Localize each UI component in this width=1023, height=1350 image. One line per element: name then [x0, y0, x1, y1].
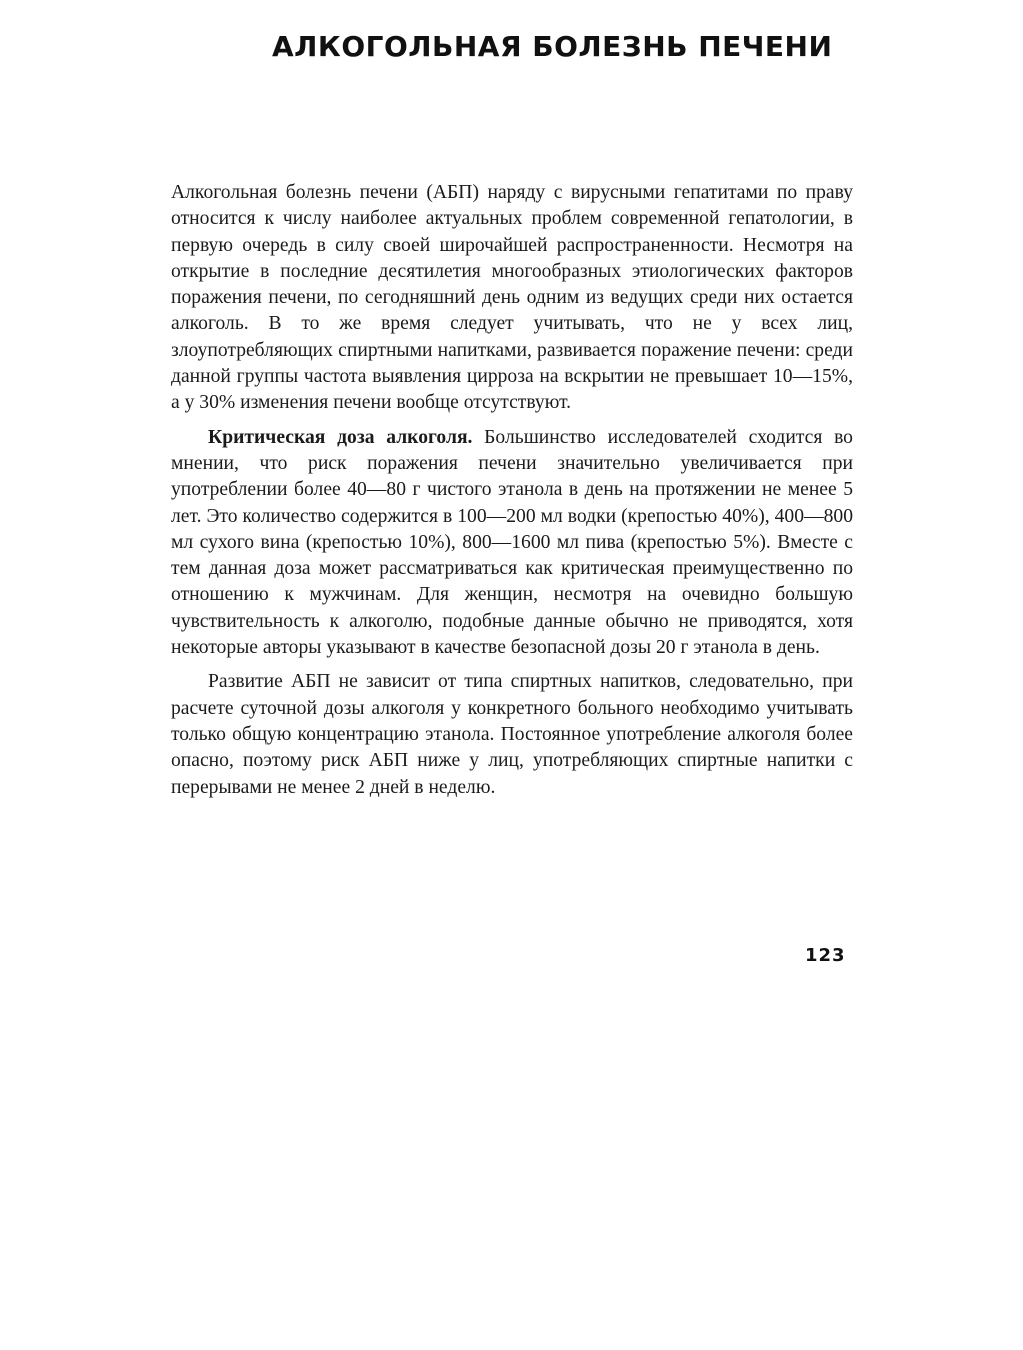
paragraph-critical-dose — [171, 425, 853, 662]
paragraph-beverage-type: Развитие АБП не зависит от типа спиртных напитков, следовательно, при расчете суточной дозы алкоголя у конкретного больного необходимо учитывать только общую концентрацию этанола. Постоянное употребление алкоголя более опасно, поэтому риск АБП ниже у лиц, употребляющих спиртные напитки с перерывами не менее 2 дней в неделю. — [171, 671, 853, 798]
page-number: 123 — [805, 945, 846, 966]
chapter-title: АЛКОГОЛЬНАЯ БОЛЕЗНЬ ПЕЧЕНИ — [272, 30, 833, 63]
body-text — [171, 180, 853, 809]
paragraph-critical-dose-text: Большинство исследователей сходится во мнении, что риск поражения печени значительно увеличивается при употреблении более 40—80 г чистого этанола в день на протяжении не менее 5 лет. Это количество содержится в 100—200 мл водки (крепостью 40%), 400—800 мл сухого вина (крепостью 10%), 800—1600 мл пива (крепостью 5%). Вместе с тем данная доза может рассматриваться как критическая преимущественно по отношению к мужчинам. Для женщин, несмотря на очевидно большую чувствительность к алкоголю, подобные данные обычно не приводятся, хотя некоторые авторы указывают в качестве безопасной дозы 20 г этанола в день. — [171, 426, 853, 659]
paragraph-heading: Критическая доза алкоголя. — [208, 426, 473, 448]
paragraph-intro: Алкогольная болезнь печени (АБП) наряду с вирусными гепатитами по праву относится к числу наиболее актуальных проблем современной гепатологии, в первую очередь в силу своей широчайшей распространенности. Несмотря на открытие в последние десятилетия многообразных этиологических факторов поражения печени, по сегодняшний день одним из ведущих среди них остается алкоголь. В то же время следует учитывать, что не у всех лиц, злоупотребляющих спиртными напитками, развивается поражение печени: среди данной группы частота выявления цирроза на вскрытии не превышает 10—15%, а у 30% изменения печени вообще отсутствуют. — [171, 182, 853, 414]
